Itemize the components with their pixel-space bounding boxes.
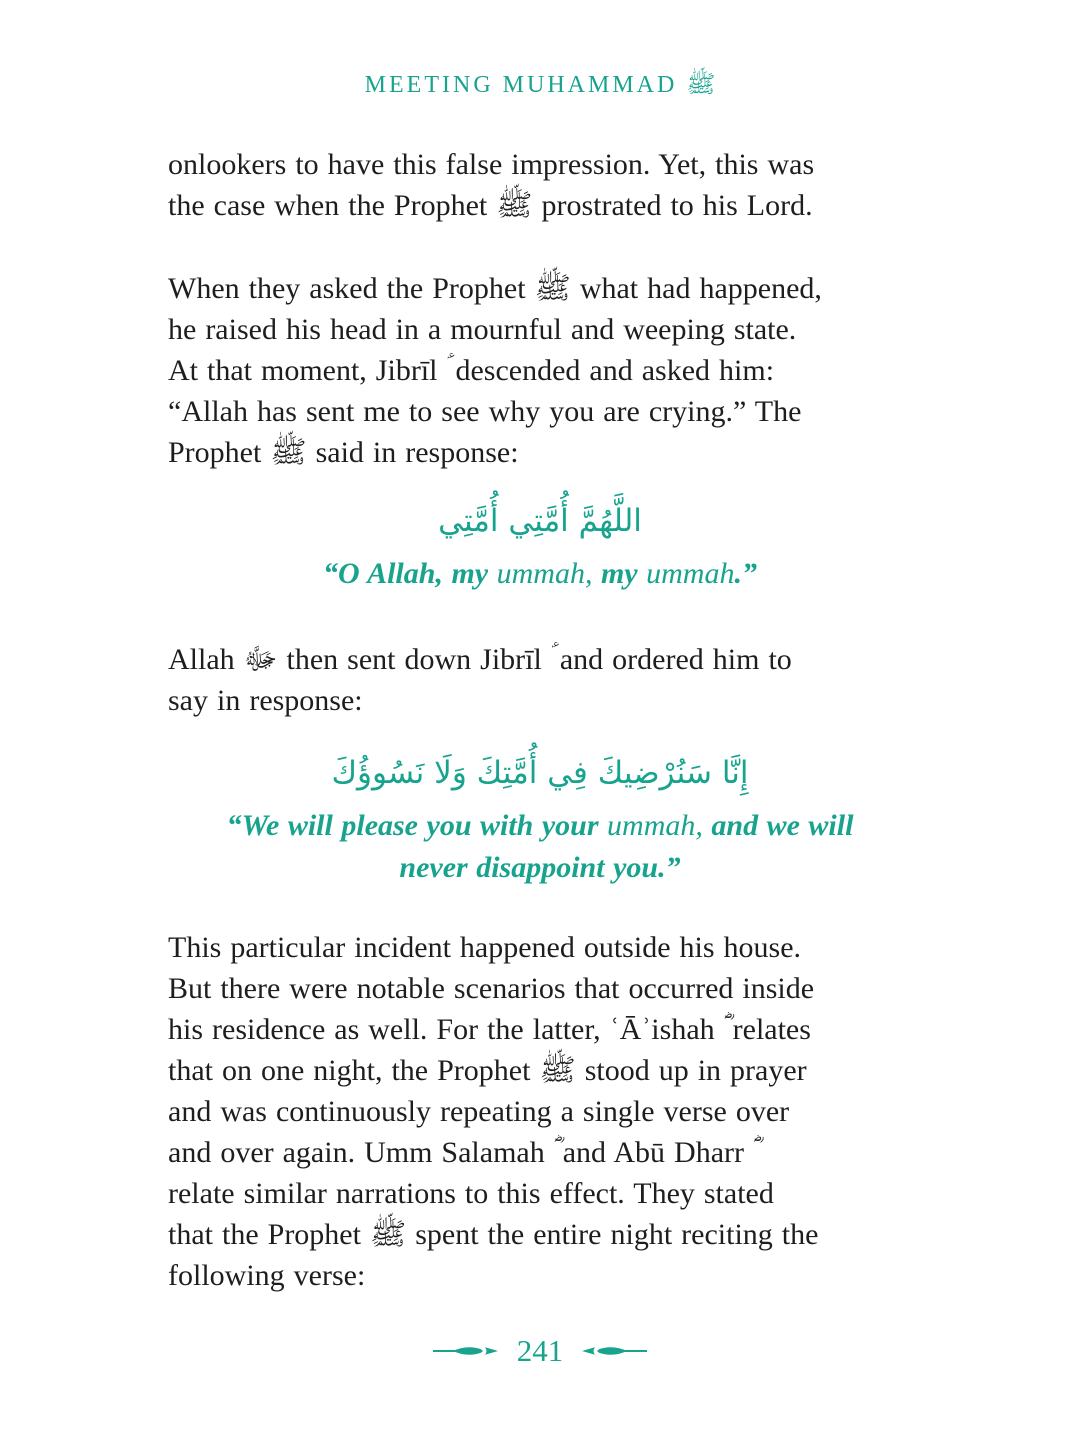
text-line: say in response:	[168, 684, 363, 717]
text-line: Allah ﷻ then sent down Jibrīl ؑ and ordered him to	[168, 643, 792, 676]
text-line: that on one night, the Prophet ﷺ stood up in prayer	[168, 1054, 807, 1087]
verse-translation	[168, 553, 912, 595]
text-line: This particular incident happened outside his house.	[168, 931, 802, 964]
text-line	[168, 805, 912, 847]
text-line: and was continuously repeating a single verse over	[168, 1095, 790, 1128]
text-line: Prophet ﷺ said in response:	[168, 436, 519, 469]
text-line: the case when the Prophet ﷺ prostrated to his Lord.	[168, 189, 813, 222]
text-line	[168, 553, 912, 595]
text-line: But there were notable scenarios that occurred inside	[168, 972, 815, 1005]
arabic-verse: اللَّهُمَّ أُمَّتِي أُمَّتِي	[438, 503, 642, 539]
text-segment: ummah,	[607, 809, 703, 842]
running-header: MEETING MUHAMMAD ﷺ	[364, 72, 716, 98]
footer-ornament-right-icon	[581, 1344, 647, 1358]
page-footer	[0, 1334, 1080, 1368]
text-segment: never disappoint you.”	[399, 851, 681, 884]
text-segment: “We will please you with your	[226, 809, 608, 842]
verse-translation	[168, 805, 912, 889]
text-line: When they asked the Prophet ﷺ what had happened,	[168, 272, 822, 305]
page-content	[168, 144, 912, 1296]
text-line: “Allah has sent me to see why you are crying.” The	[168, 395, 802, 428]
text-line: relate similar narrations to this effect. They stated	[168, 1177, 774, 1210]
text-line: his residence as well. For the latter, ʿĀʾishah ؓ relates	[168, 1013, 811, 1046]
text-line: following verse:	[168, 1259, 366, 1292]
text-segment: ummah	[646, 557, 735, 590]
paragraph	[168, 927, 912, 1296]
paragraph	[168, 144, 912, 226]
paragraph	[168, 639, 912, 721]
page-number: 241	[516, 1333, 564, 1368]
footer-ornament-left-icon	[433, 1344, 499, 1358]
text-segment: .”	[734, 557, 757, 590]
text-segment: and we will	[702, 809, 854, 842]
paragraph	[168, 268, 912, 473]
text-line: At that moment, Jibrīl ؑ descended and asked him:	[168, 354, 775, 387]
text-line: that the Prophet ﷺ spent the entire night reciting the	[168, 1218, 819, 1251]
text-line	[168, 847, 912, 889]
text-line: he raised his head in a mournful and weeping state.	[168, 313, 797, 346]
arabic-verse: إِنَّا سَنُرْضِيكَ فِي أُمَّتِكَ وَلَا نَسُوؤُكَ	[331, 755, 749, 791]
text-segment: “O Allah, my	[323, 557, 497, 590]
text-segment: ummah,	[496, 557, 593, 590]
text-segment: my	[592, 557, 647, 590]
text-line: onlookers to have this false impression. Yet, this was	[168, 148, 815, 181]
text-line: and over again. Umm Salamah ؓ and Abū Dharr ؓ	[168, 1136, 754, 1169]
